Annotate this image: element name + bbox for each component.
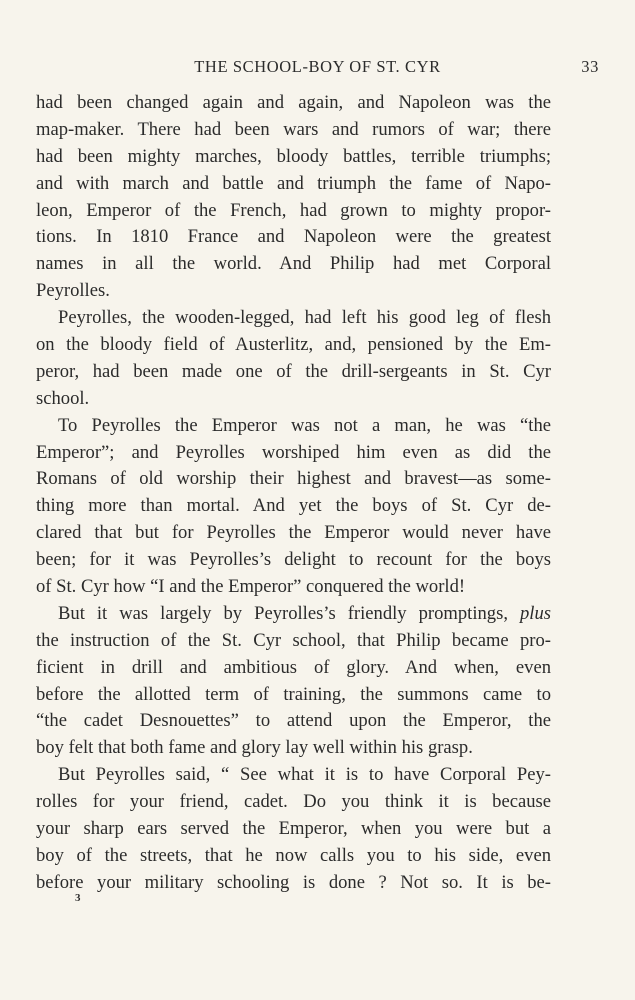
text-line: boy of the streets, that he now calls you to his side, even bbox=[36, 844, 551, 866]
text-line: school. bbox=[36, 387, 90, 409]
text-line: your sharp ears served the Emperor, when you were but a bbox=[36, 818, 551, 840]
text-line: the instruction of the St. Cyr school, that Philip became pro- bbox=[36, 629, 551, 651]
text-line: clared that but for Peyrolles the Emperor would never have bbox=[36, 522, 551, 544]
text-line: To Peyrolles the Emperor was not a man, he was “the bbox=[58, 414, 551, 436]
text-line: been; for it was Peyrolles’s delight to recount for the boys bbox=[36, 549, 551, 571]
text-line: of St. Cyr how “I and the Emperor” conquered the world! bbox=[36, 576, 466, 598]
text-line: rolles for your friend, cadet. Do you think it is because bbox=[36, 791, 551, 813]
text-line: peror, had been made one of the drill-sergeants in St. Cyr bbox=[36, 360, 551, 382]
text-line: had been changed again and again, and Napoleon was the bbox=[36, 92, 551, 113]
running-title: THE SCHOOL-BOY OF ST. CYR bbox=[194, 57, 441, 76]
text-line: tions. In 1810 France and Napoleon were the greatest bbox=[36, 226, 551, 248]
text-line: before the allotted term of training, the summons came to bbox=[36, 683, 551, 705]
text-line: ficient in drill and ambitious of glory. And when, even bbox=[36, 656, 551, 678]
page-number: 33 bbox=[581, 57, 599, 76]
text-line: leon, Emperor of the French, had grown to mighty propor- bbox=[36, 199, 551, 221]
text-line: on the bloody field of Austerlitz, and, pensioned by the Em- bbox=[36, 334, 551, 356]
text-line: But Peyrolles said, “ See what it is to have Corporal Pey- bbox=[58, 764, 551, 786]
text-line: Peyrolles, the wooden-legged, had left his good leg of flesh bbox=[58, 307, 551, 329]
running-head bbox=[36, 57, 599, 79]
signature-mark: 3 bbox=[75, 892, 81, 904]
text-line: before your military schooling is done ? Not so. It is be- bbox=[36, 871, 551, 893]
italic-word: plus bbox=[520, 602, 551, 624]
text-line: Emperor”; and Peyrolles worshiped him even as did the bbox=[36, 441, 551, 463]
body-text bbox=[36, 90, 551, 897]
text-line bbox=[36, 601, 551, 628]
text-line: “the cadet Desnouettes” to attend upon the Emperor, the bbox=[36, 710, 551, 732]
text-run: But it was largely by Peyrolles’s friendly promptings, bbox=[58, 602, 520, 624]
text-line: names in all the world. And Philip had met Corporal bbox=[36, 253, 551, 275]
text-line: thing more than mortal. And yet the boys of St. Cyr de- bbox=[36, 495, 551, 517]
text-line: Romans of old worship their highest and bravest—as some- bbox=[36, 468, 551, 490]
text-line: and with march and battle and triumph the fame of Napo- bbox=[36, 172, 551, 194]
text-line: map-maker. There had been wars and rumors of war; there bbox=[36, 118, 551, 140]
text-line: boy felt that both fame and glory lay well within his grasp. bbox=[36, 737, 473, 759]
text-line: Peyrolles. bbox=[36, 280, 110, 302]
text-line: had been mighty marches, bloody battles, terrible triumphs; bbox=[36, 145, 551, 167]
